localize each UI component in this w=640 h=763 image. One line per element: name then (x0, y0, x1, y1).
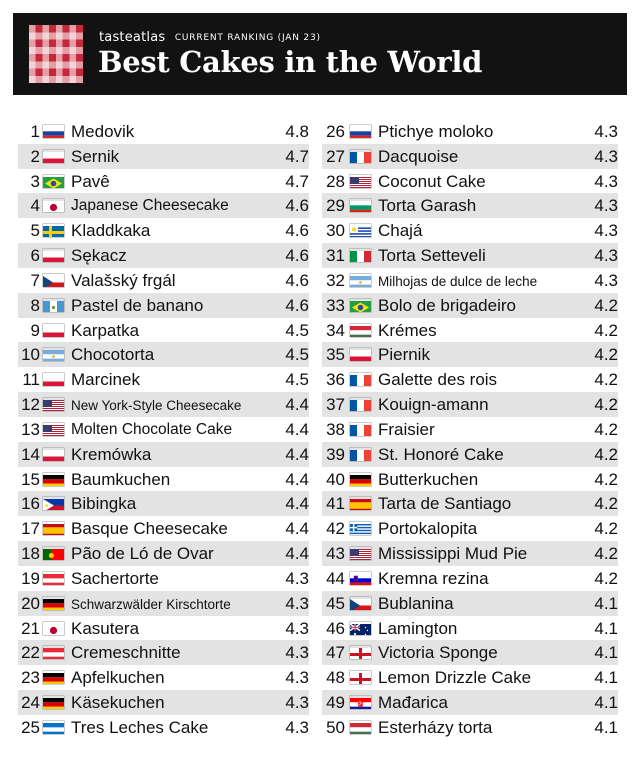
england-flag-icon (350, 671, 371, 684)
rank-number: 49 (326, 693, 345, 713)
rating-value: 4.1 (594, 668, 618, 688)
cake-name: Chajá (378, 221, 423, 241)
rank-number: 32 (326, 270, 345, 290)
cake-name: Galette des rois (378, 370, 498, 390)
rating-value: 4.2 (594, 295, 618, 315)
rank-number: 34 (326, 320, 345, 340)
rating-value: 4.3 (594, 146, 618, 166)
rating-value: 4.3 (594, 171, 618, 191)
ranking-row (18, 318, 309, 343)
spain-flag-icon (43, 522, 64, 535)
cake-name: Apfelkuchen (71, 668, 165, 688)
ranking-row (322, 442, 618, 467)
greece-flag-icon (350, 522, 371, 535)
ranking-row (18, 268, 309, 293)
cake-name: Lamington (378, 618, 458, 638)
cake-name: Kremówka (71, 444, 152, 464)
rank-number: 19 (21, 568, 40, 588)
france-flag-icon (350, 398, 371, 411)
rank-number: 28 (326, 171, 345, 191)
ranking-subtitle: CURRENT RANKING (JAN 23) (174, 33, 321, 43)
rank-number: 15 (21, 469, 40, 489)
rank-number: 31 (326, 246, 345, 266)
ranking-row (18, 144, 309, 169)
rating-value: 4.1 (594, 717, 618, 737)
rating-value: 4.2 (594, 395, 618, 415)
rank-number: 25 (21, 717, 40, 737)
rank-number: 22 (21, 643, 40, 663)
rank-number: 48 (326, 668, 345, 688)
ranking-row (18, 119, 309, 144)
sweden-flag-icon (43, 224, 64, 237)
ranking-row (18, 293, 309, 318)
brazil-flag-icon (43, 175, 64, 188)
ranking-row (322, 144, 618, 169)
usa-flag-icon (350, 175, 371, 188)
cake-name: Marcinek (71, 370, 140, 390)
ranking-row (18, 690, 309, 715)
rank-number: 7 (30, 270, 40, 290)
brazil-flag-icon (350, 299, 371, 312)
rank-number: 16 (21, 494, 40, 514)
rating-value: 4.4 (285, 494, 309, 514)
header-banner (13, 13, 627, 95)
ranking-row (322, 541, 618, 566)
ranking-row (322, 392, 618, 417)
italy-flag-icon (350, 249, 371, 262)
usa-flag-icon (43, 398, 64, 411)
rating-value: 4.2 (594, 320, 618, 340)
rank-number: 50 (326, 717, 345, 737)
ranking-row (322, 367, 618, 392)
rank-number: 39 (326, 444, 345, 464)
rank-number: 37 (326, 395, 345, 415)
cake-name: Kasutera (71, 618, 140, 638)
ranking-row (322, 616, 618, 641)
rank-number: 20 (21, 593, 40, 613)
rating-value: 4.3 (594, 270, 618, 290)
cake-name: Tres Leches Cake (71, 717, 209, 737)
rating-value: 4.4 (285, 469, 309, 489)
cake-name: Sernik (71, 146, 120, 166)
cake-name: Victoria Sponge (378, 643, 498, 663)
ranking-row (18, 516, 309, 541)
ranking-row (18, 218, 309, 243)
poland-flag-icon (43, 448, 64, 461)
ranking-row (322, 566, 618, 591)
rating-value: 4.8 (285, 122, 309, 141)
rating-value: 4.3 (594, 122, 618, 141)
rating-value: 4.2 (594, 568, 618, 588)
cake-name: Bolo de brigadeiro (378, 295, 516, 315)
ranking-row (18, 541, 309, 566)
cake-name: Schwarzwälder Kirschtorte (71, 596, 231, 612)
slovenia-flag-icon (350, 572, 371, 585)
cake-name: Sękacz (71, 246, 127, 266)
ranking-row (322, 715, 618, 740)
france-flag-icon (350, 423, 371, 436)
portugal-flag-icon (43, 547, 64, 560)
rank-number: 26 (326, 122, 345, 141)
germany-flag-icon (43, 597, 64, 610)
rank-number: 42 (326, 519, 345, 539)
cake-name: Portokalopita (378, 519, 478, 539)
ranking-row (18, 169, 309, 194)
russia-flag-icon (350, 125, 371, 138)
rank-number: 45 (326, 593, 345, 613)
rank-number: 36 (326, 370, 345, 390)
cake-name: Fraisier (378, 419, 435, 439)
germany-flag-icon (350, 473, 371, 486)
ranking-row (18, 193, 309, 218)
croatia-flag-icon (350, 696, 371, 709)
rating-value: 4.6 (285, 270, 309, 290)
cake-name: Basque Cheesecake (71, 519, 228, 539)
cake-name: Chocotorta (71, 345, 155, 365)
cake-name: St. Honoré Cake (378, 444, 504, 464)
germany-flag-icon (43, 696, 64, 709)
rating-value: 4.4 (285, 519, 309, 539)
rank-number: 27 (326, 146, 345, 166)
ranking-row (322, 516, 618, 541)
ranking-row (322, 193, 618, 218)
cake-name: Käsekuchen (71, 693, 165, 713)
rank-number: 38 (326, 419, 345, 439)
rating-value: 4.5 (285, 320, 309, 340)
brand-name: tasteatlas (99, 30, 166, 45)
rating-value: 4.2 (594, 469, 618, 489)
cake-name: New York-Style Cheesecake (71, 398, 242, 414)
ranking-row (18, 367, 309, 392)
czechia-flag-icon (43, 274, 64, 287)
rating-value: 4.1 (594, 618, 618, 638)
ranking-row (322, 491, 618, 516)
ranking-row (322, 268, 618, 293)
rank-number: 6 (30, 246, 40, 266)
ranking-row (18, 467, 309, 492)
rating-value: 4.4 (285, 419, 309, 439)
rating-value: 4.3 (285, 668, 309, 688)
rank-number: 23 (21, 668, 40, 688)
ranking-row (18, 640, 309, 665)
cake-name: Pastel de banano (71, 295, 204, 315)
philippines-flag-icon (43, 497, 64, 510)
ranking-row (18, 491, 309, 516)
page-title: Best Cakes in the World (98, 45, 483, 79)
france-flag-icon (350, 448, 371, 461)
rating-value: 4.2 (594, 370, 618, 390)
cake-name: Krémes (378, 320, 437, 340)
cake-name: Lemon Drizzle Cake (378, 668, 532, 688)
ranking-row (322, 119, 618, 144)
rating-value: 4.6 (285, 246, 309, 266)
ranking-row (18, 243, 309, 268)
cake-name: Ptichye moloko (378, 122, 494, 141)
russia-flag-icon (43, 125, 64, 138)
ranking-row (18, 591, 309, 616)
argentina-flag-icon (43, 348, 64, 361)
ranking-row (18, 392, 309, 417)
rating-value: 4.6 (285, 221, 309, 241)
rank-number: 4 (30, 196, 40, 216)
cake-name: Esterházy torta (378, 717, 493, 737)
cake-name: Baumkuchen (71, 469, 171, 489)
rating-value: 4.5 (285, 345, 309, 365)
rank-number: 9 (30, 320, 40, 340)
rating-value: 4.4 (285, 544, 309, 564)
poland-flag-icon (43, 150, 64, 163)
cake-name: Bublanina (378, 593, 454, 613)
rating-value: 4.3 (285, 693, 309, 713)
cake-name: Kladdkaka (71, 221, 151, 241)
rank-number: 17 (21, 519, 40, 539)
rank-number: 29 (326, 196, 345, 216)
rank-number: 43 (326, 544, 345, 564)
rank-number: 41 (326, 494, 345, 514)
rating-value: 4.3 (285, 643, 309, 663)
usa-flag-icon (43, 423, 64, 436)
rating-value: 4.3 (285, 593, 309, 613)
ranking-column-left (18, 119, 309, 740)
hungary-flag-icon (350, 721, 371, 734)
spain-flag-icon (350, 497, 371, 510)
rank-number: 13 (21, 419, 40, 439)
rating-value: 4.1 (594, 593, 618, 613)
rank-number: 2 (30, 146, 40, 166)
rating-value: 4.4 (285, 395, 309, 415)
poland-flag-icon (43, 324, 64, 337)
rating-value: 4.3 (594, 196, 618, 216)
cake-name: Coconut Cake (378, 171, 486, 191)
rank-number: 21 (21, 618, 40, 638)
germany-flag-icon (43, 671, 64, 684)
cake-name: Tarta de Santiago (378, 494, 512, 514)
austria-flag-icon (43, 572, 64, 585)
cake-name: Japanese Cheesecake (71, 197, 229, 215)
rank-number: 33 (326, 295, 345, 315)
ranking-row (322, 342, 618, 367)
ranking-row (322, 640, 618, 665)
usa-flag-icon (350, 547, 371, 560)
rating-value: 4.5 (285, 370, 309, 390)
cake-name: Torta Setteveli (378, 246, 486, 266)
rank-number: 5 (30, 221, 40, 241)
ranking-row (322, 169, 618, 194)
hungary-flag-icon (350, 324, 371, 337)
ranking-row (322, 690, 618, 715)
rating-value: 4.3 (285, 618, 309, 638)
cake-name: Butterkuchen (378, 469, 479, 489)
rating-value: 4.4 (285, 444, 309, 464)
cake-name: Torta Garash (378, 196, 477, 216)
cake-name: Dacquoise (378, 146, 459, 166)
germany-flag-icon (43, 473, 64, 486)
cake-name: Bibingka (71, 494, 137, 514)
cake-name: Milhojas de dulce de leche (378, 273, 538, 289)
bulgaria-flag-icon (350, 199, 371, 212)
cake-name: Valašský frgál (71, 270, 176, 290)
cake-name: Molten Chocolate Cake (71, 420, 233, 438)
brand-line (99, 28, 321, 46)
ranking-row (322, 243, 618, 268)
rank-number: 44 (326, 568, 345, 588)
ranking-row (18, 442, 309, 467)
rating-value: 4.2 (594, 444, 618, 464)
austria-flag-icon (43, 646, 64, 659)
uruguay-flag-icon (350, 224, 371, 237)
cake-name: Cremeschnitte (71, 643, 181, 663)
rating-value: 4.1 (594, 693, 618, 713)
poland-flag-icon (350, 348, 371, 361)
ranking-row (322, 218, 618, 243)
rank-number: 46 (326, 618, 345, 638)
guatemala-flag-icon (43, 299, 64, 312)
rating-value: 4.2 (594, 544, 618, 564)
france-flag-icon (350, 150, 371, 163)
czechia-flag-icon (350, 597, 371, 610)
rank-number: 18 (21, 544, 40, 564)
ranking-row (322, 293, 618, 318)
rating-value: 4.2 (594, 419, 618, 439)
cake-name: Medovik (71, 122, 135, 141)
cake-name: Piernik (378, 345, 430, 365)
ranking-row (322, 591, 618, 616)
cake-name: Pavê (71, 171, 110, 191)
poland-flag-icon (43, 249, 64, 262)
checkered-logo-icon (29, 25, 83, 83)
ranking-row (322, 417, 618, 442)
rank-number: 47 (326, 643, 345, 663)
cake-name: Kouign-amann (378, 395, 489, 415)
ranking-row (322, 318, 618, 343)
rank-number: 8 (30, 295, 40, 315)
cake-name: Mađarica (378, 693, 448, 713)
rating-value: 4.6 (285, 295, 309, 315)
ranking-row (18, 665, 309, 690)
rank-number: 3 (30, 171, 40, 191)
france-flag-icon (350, 373, 371, 386)
rank-number: 30 (326, 221, 345, 241)
rank-number: 40 (326, 469, 345, 489)
rating-value: 4.7 (285, 171, 309, 191)
rank-number: 24 (21, 693, 40, 713)
rank-number: 14 (21, 444, 40, 464)
ranking-row (18, 616, 309, 641)
cake-name: Mississippi Mud Pie (378, 544, 528, 564)
rating-value: 4.2 (594, 345, 618, 365)
argentina-flag-icon (350, 274, 371, 287)
rank-number: 1 (30, 122, 40, 141)
england-flag-icon (350, 646, 371, 659)
cake-name: Sachertorte (71, 568, 159, 588)
rating-value: 4.3 (285, 717, 309, 737)
cake-name: Pão de Ló de Ovar (71, 544, 214, 564)
poland-flag-icon (43, 373, 64, 386)
cake-name: Karpatka (71, 320, 140, 340)
ranking-column-right (322, 119, 618, 740)
rank-number: 11 (22, 370, 40, 390)
rank-number: 10 (21, 345, 40, 365)
rating-value: 4.6 (285, 196, 309, 216)
ranking-row (18, 566, 309, 591)
japan-flag-icon (43, 622, 64, 635)
rating-value: 4.3 (594, 246, 618, 266)
rating-value: 4.1 (594, 643, 618, 663)
australia-flag-icon (350, 622, 371, 635)
honduras-flag-icon (43, 721, 64, 734)
rank-number: 35 (326, 345, 345, 365)
rating-value: 4.2 (594, 494, 618, 514)
rating-value: 4.7 (285, 146, 309, 166)
ranking-row (322, 665, 618, 690)
ranking-row (18, 417, 309, 442)
rating-value: 4.2 (594, 519, 618, 539)
ranking-row (18, 715, 309, 740)
rating-value: 4.3 (285, 568, 309, 588)
rating-value: 4.3 (594, 221, 618, 241)
cake-name: Kremna rezina (378, 568, 489, 588)
japan-flag-icon (43, 199, 64, 212)
ranking-row (18, 342, 309, 367)
rank-number: 12 (21, 395, 40, 415)
ranking-row (322, 467, 618, 492)
